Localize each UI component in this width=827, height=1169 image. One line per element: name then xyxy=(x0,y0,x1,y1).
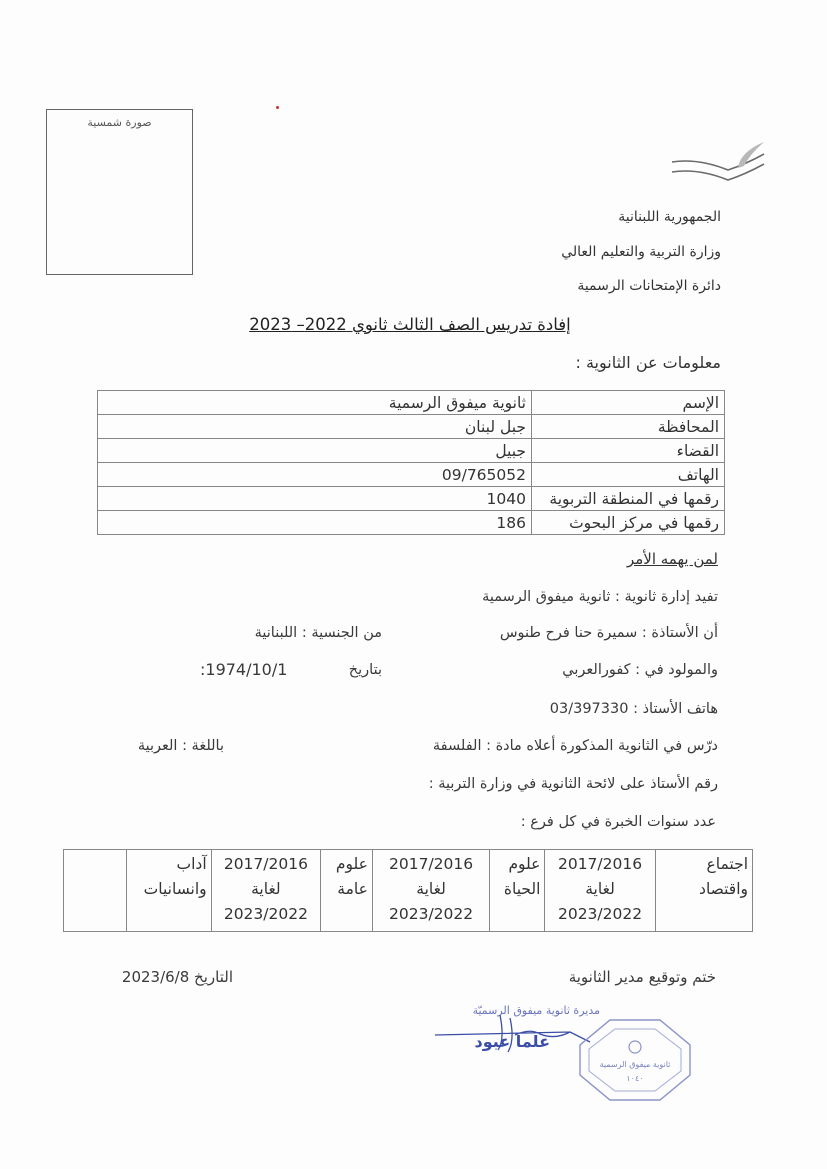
school-info-value: جبيل xyxy=(98,439,532,463)
experience-period-cell xyxy=(64,850,127,932)
school-info-value: جبل لبنان xyxy=(98,415,532,439)
period-line: لغاية xyxy=(585,880,615,898)
school-info-label: المحافظة xyxy=(532,415,725,439)
experience-branch-cell xyxy=(127,850,211,932)
experience-table xyxy=(63,849,753,932)
school-info-row xyxy=(98,439,725,463)
branch-name-line: اجتماع xyxy=(706,855,748,873)
signature-scribble-icon xyxy=(420,1010,600,1060)
experience-branch-cell xyxy=(321,850,373,932)
school-info-row xyxy=(98,511,725,535)
signature-label: ختم وتوقيع مدير الثانوية xyxy=(568,968,716,986)
school-info-label: الهاتف xyxy=(532,463,725,487)
photo-box xyxy=(46,109,193,275)
school-info-row xyxy=(98,487,725,511)
period-line: لغاية xyxy=(251,880,281,898)
school-info-label: رقمها في المنطقة التربوية xyxy=(532,487,725,511)
experience-branch-cell xyxy=(655,850,752,932)
birthplace-line: والمولود في : كفورالعربي xyxy=(562,662,718,678)
document-title: إفادة تدريس الصف الثالث ثانوي 2022– 2023 xyxy=(249,315,571,334)
school-line: تفيد إدارة ثانوية : ثانوية ميفوق الرسمية xyxy=(482,589,718,605)
birthdate-label: بتاريخ xyxy=(348,662,382,678)
school-info-value: ثانوية ميفوق الرسمية xyxy=(98,391,532,415)
branch-name-line: عامة xyxy=(337,880,368,898)
period-line: 2017/2016 xyxy=(389,855,474,873)
stamp-text: ثانوية ميفوق الرسمية xyxy=(599,1060,671,1069)
teacher-phone-line: هاتف الأستاذ : 03/397330 xyxy=(549,701,718,717)
experience-branch-cell xyxy=(490,850,545,932)
header-republic: الجمهورية اللبنانية xyxy=(618,209,721,225)
school-info-label: الإسم xyxy=(532,391,725,415)
experience-row xyxy=(64,850,753,932)
school-info-value: 1040 xyxy=(98,487,532,511)
signature-name: علما عبود xyxy=(474,1032,550,1051)
header-department: دائرة الإمتحانات الرسمية xyxy=(577,278,721,294)
nationality-line: من الجنسية : اللبنانية xyxy=(254,625,382,641)
period-line: 2023/2022 xyxy=(557,905,643,923)
branch-name-line: آداب xyxy=(176,855,207,873)
school-info-label: القضاء xyxy=(532,439,725,463)
school-info-label: رقمها في مركز البحوث xyxy=(532,511,725,535)
signature xyxy=(420,1000,600,1060)
header-ministry: وزارة التربية والتعليم العالي xyxy=(561,244,721,260)
school-info-value: 09/765052 xyxy=(98,463,532,487)
to-whom-heading: لمن يهمه الأمر xyxy=(626,550,718,568)
subject-line: درّس في الثانوية المذكورة أعلاه مادة : الفلسفة xyxy=(432,738,718,754)
teacher-line: أن الأستاذة : سميرة حنا فرح طنوس xyxy=(499,625,718,641)
school-info-row xyxy=(98,391,725,415)
branch-name-line: وانسانيات xyxy=(143,880,207,898)
signature-title: مديرة ثانوية ميفوق الرسميّة xyxy=(472,1004,600,1017)
school-info-row xyxy=(98,415,725,439)
experience-period-cell xyxy=(211,850,321,932)
period-line: 2023/2022 xyxy=(389,905,474,923)
speck xyxy=(276,106,279,109)
branch-name-line: علوم xyxy=(335,855,368,873)
branch-name-line: واقتصاد xyxy=(699,880,748,898)
period-line: 2017/2016 xyxy=(223,855,308,873)
experience-line: عدد سنوات الخبرة في كل فرع : xyxy=(520,814,716,830)
period-line: لغاية xyxy=(416,880,446,898)
school-stamp-icon xyxy=(575,1015,695,1105)
school-info-row xyxy=(98,463,725,487)
branch-name-line: الحياة xyxy=(503,880,541,898)
experience-period-cell xyxy=(545,850,655,932)
branch-name-line: علوم xyxy=(508,855,541,873)
school-info-heading: معلومات عن الثانوية : xyxy=(575,353,721,372)
school-info-value: 186 xyxy=(98,511,532,535)
photo-box-label: صورة شمسية xyxy=(87,116,152,129)
birthdate-value: :1974/10/1 xyxy=(200,660,288,679)
date-line: التاريخ 2023/6/8 xyxy=(121,968,233,986)
period-line: 2017/2016 xyxy=(557,855,643,873)
period-line: 2023/2022 xyxy=(223,905,308,923)
open-book-logo-icon xyxy=(668,140,768,195)
school-info-table xyxy=(97,390,725,535)
registry-line: رقم الأستاذ على لائحة الثانوية في وزارة التربية : xyxy=(428,776,718,792)
language-line: باللغة : العربية xyxy=(137,738,224,754)
stamp-number: ١٠٤٠ xyxy=(626,1074,644,1083)
experience-period-cell xyxy=(372,850,489,932)
